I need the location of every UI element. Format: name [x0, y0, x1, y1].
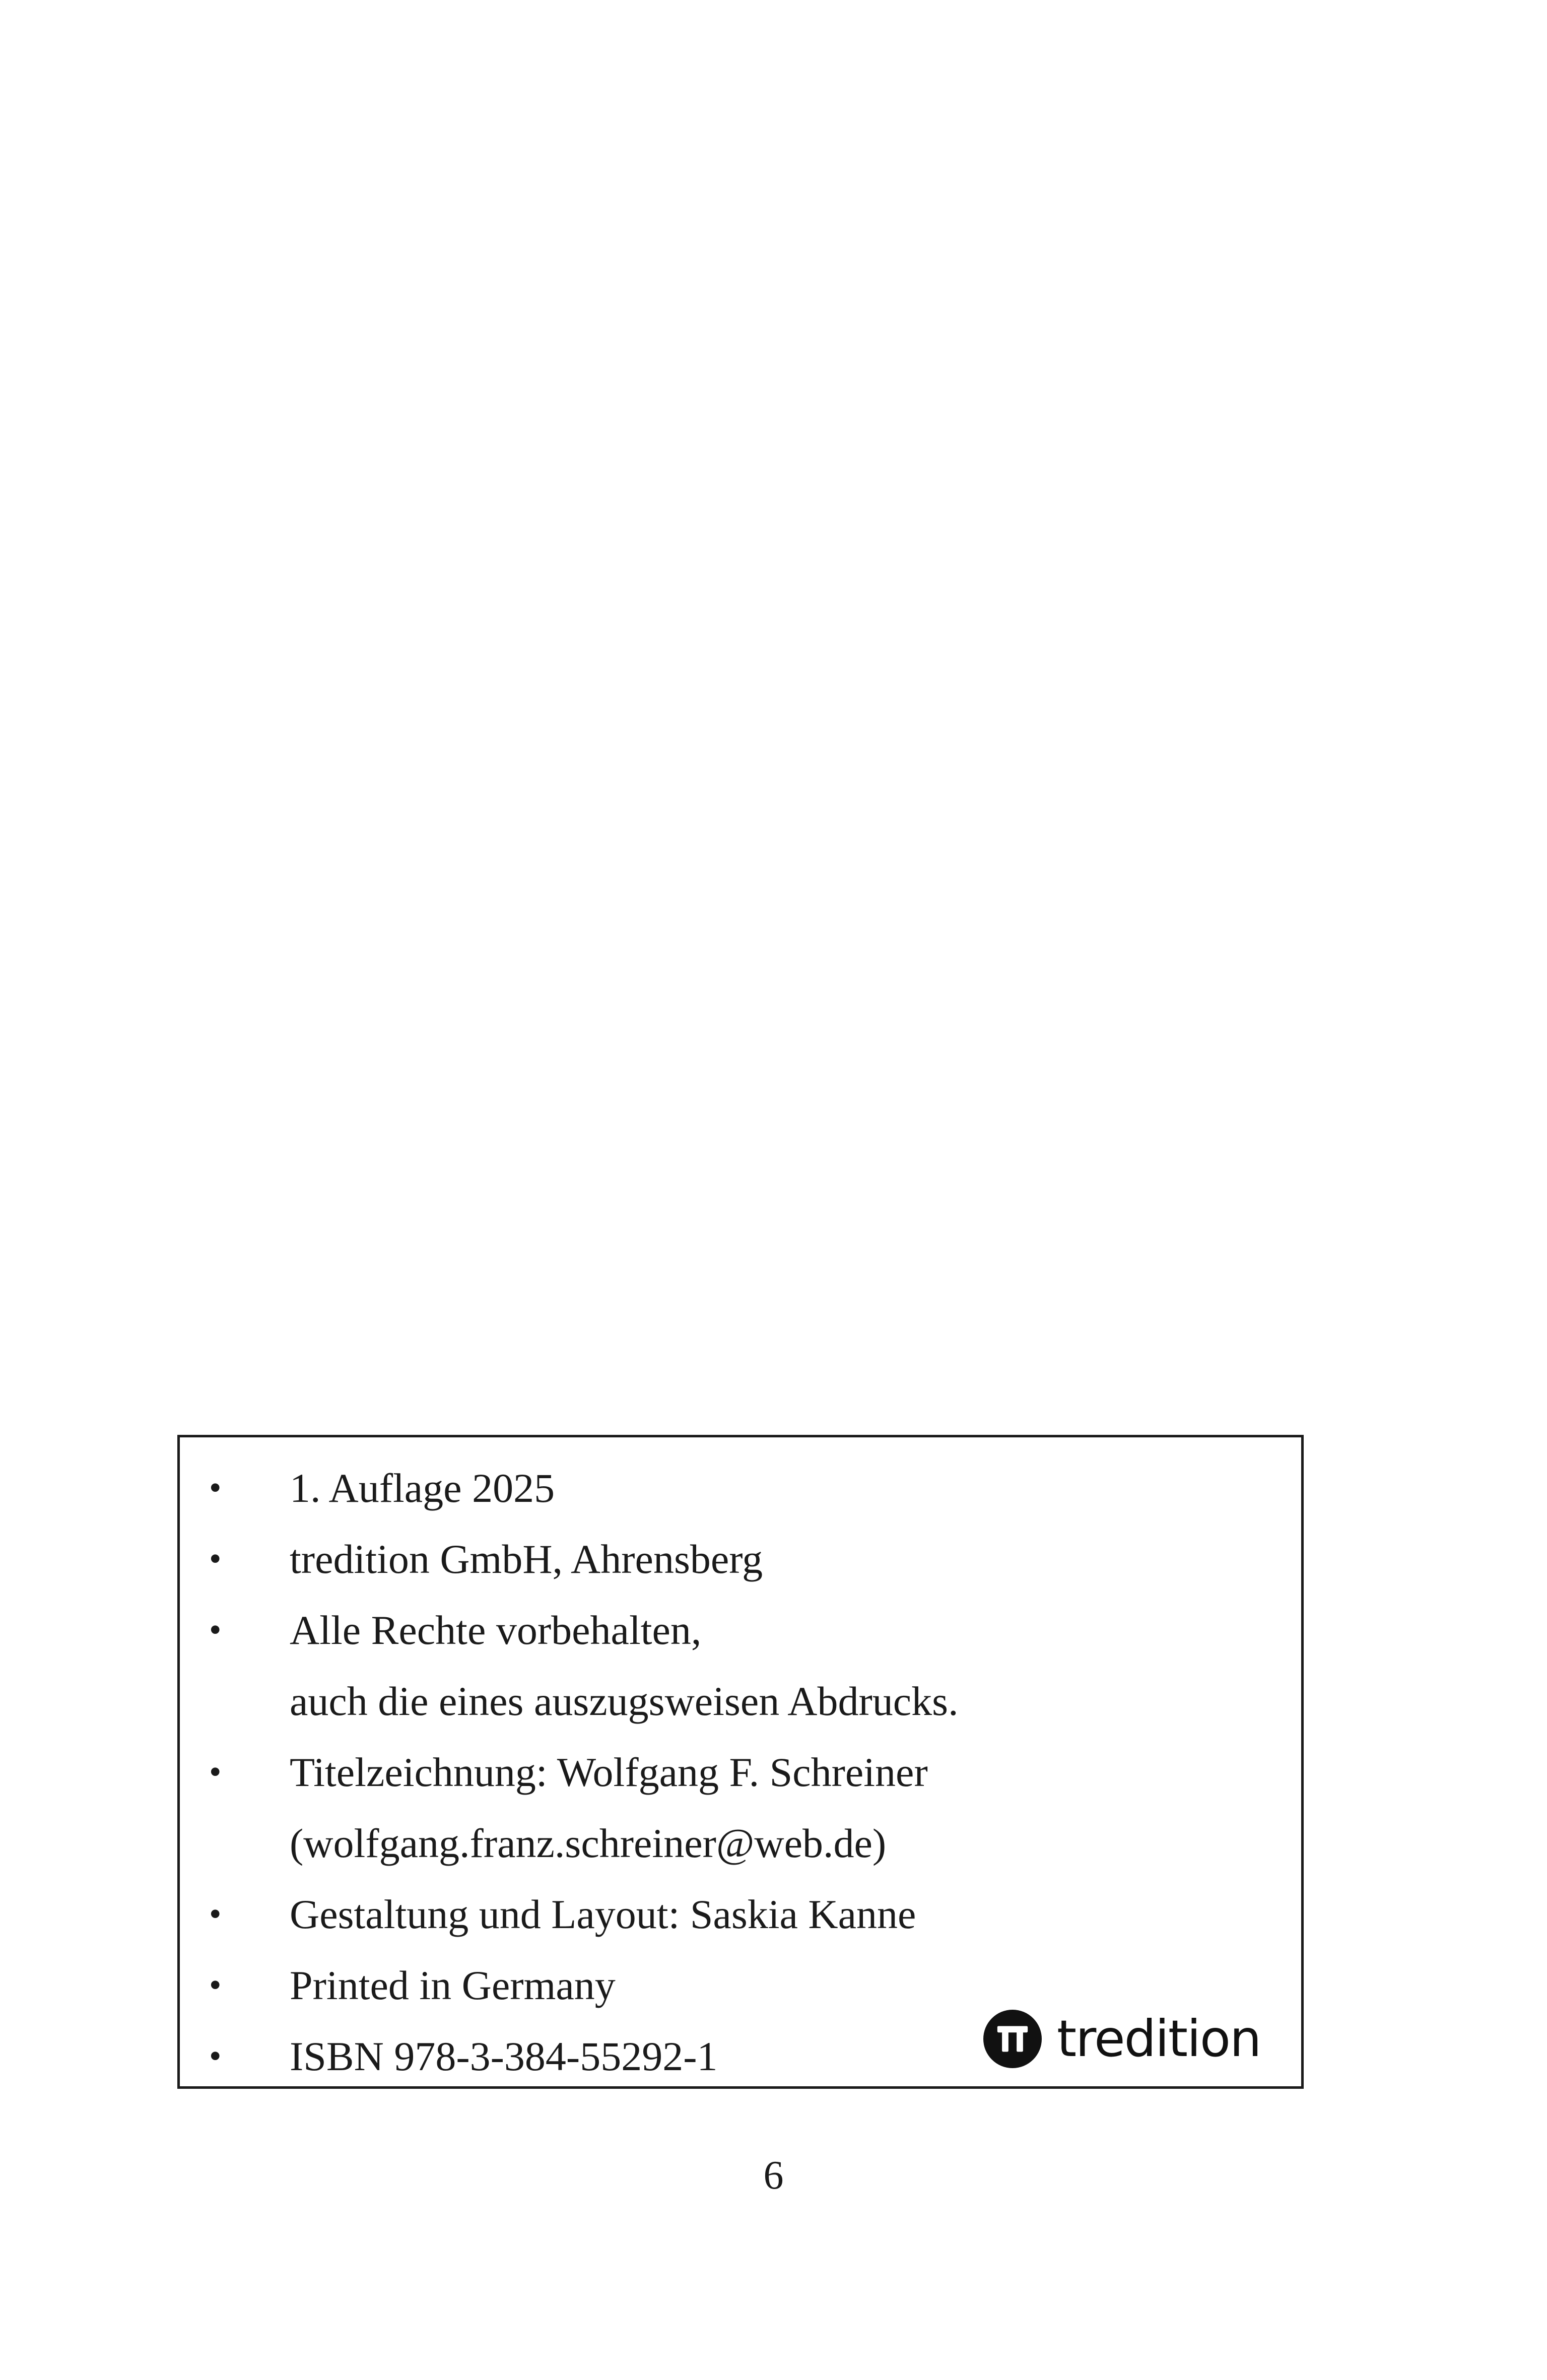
bullet: •: [209, 1611, 222, 1649]
rights-text: Alle Rechte vorbehalten,: [290, 1607, 702, 1653]
bullet: •: [209, 1753, 222, 1792]
cover-drawing-text: Titelzeichnung: Wolfgang F. Schreiner: [290, 1749, 928, 1795]
bullet: •: [209, 2037, 222, 2076]
imprint-list: [180, 1452, 1301, 2092]
isbn-text: ISBN 978-3-384-55292-1: [290, 2033, 718, 2079]
edition-text: 1. Auflage 2025: [290, 1465, 555, 1511]
rights-text-continued: auch die eines auszugsweisen Abdrucks.: [290, 1678, 959, 1724]
printed-in-text: Printed in Germany: [290, 1962, 616, 2008]
imprint-line: [180, 1524, 1301, 1595]
imprint-line: [180, 1666, 1301, 1737]
bullet: •: [209, 1895, 222, 1934]
page-number: 6: [763, 2153, 784, 2198]
bullet: •: [209, 1469, 222, 1507]
imprint-box: [177, 1435, 1304, 2089]
imprint-line: [180, 1879, 1301, 1950]
imprint-line: [180, 1737, 1301, 1808]
tredition-logo-icon: [983, 2010, 1042, 2068]
layout-credit-text: Gestaltung und Layout: Saskia Kanne: [290, 1891, 916, 1937]
bullet: •: [209, 1966, 222, 2005]
imprint-line: [180, 1808, 1301, 1879]
tredition-wordmark: tredition: [1057, 2009, 1261, 2068]
tredition-logo: [983, 2009, 1260, 2069]
imprint-line: [180, 1452, 1301, 1524]
publisher-text: tredition GmbH, Ahrensberg: [290, 1536, 763, 1582]
bullet: •: [209, 1540, 222, 1578]
email-text: (wolfgang.franz.schreiner@web.de): [290, 1820, 887, 1866]
imprint-line: [180, 1595, 1301, 1666]
